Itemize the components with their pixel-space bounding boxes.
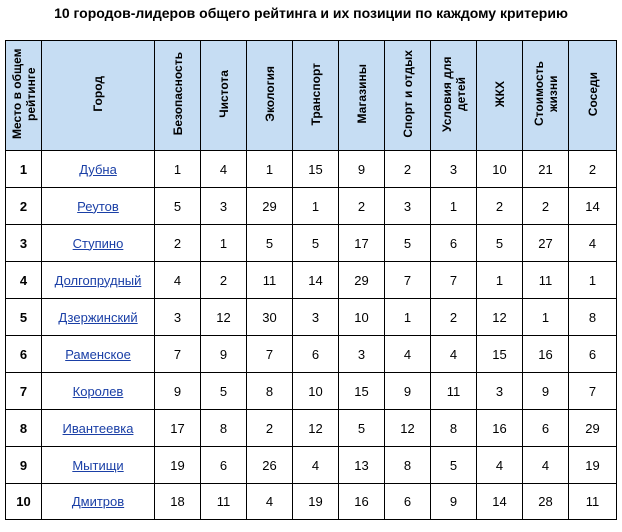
column-header-cleanliness bbox=[201, 41, 247, 151]
rank-cell: 29 bbox=[339, 262, 385, 299]
rank-cell: 5 bbox=[431, 447, 477, 484]
rank-cell: 4 bbox=[477, 447, 523, 484]
rank-cell: 1 bbox=[569, 262, 617, 299]
rank-cell: 4 bbox=[155, 262, 201, 299]
city-link[interactable]: Долгопрудный bbox=[54, 272, 142, 288]
rank-cell: 11 bbox=[523, 262, 569, 299]
city-cell bbox=[42, 262, 155, 299]
rank-cell: 16 bbox=[339, 484, 385, 520]
table-row bbox=[6, 447, 617, 484]
city-link[interactable]: Ступино bbox=[72, 235, 124, 251]
rank-cell: 17 bbox=[339, 225, 385, 262]
column-header-place bbox=[6, 41, 42, 151]
table-body bbox=[6, 151, 617, 520]
rank-cell: 18 bbox=[155, 484, 201, 520]
rank-cell: 3 bbox=[477, 373, 523, 410]
rank-cell: 4 bbox=[201, 151, 247, 188]
city-cell bbox=[42, 484, 155, 520]
column-header-label: Стоимость жизни bbox=[531, 61, 560, 127]
city-link[interactable]: Реутов bbox=[77, 198, 119, 214]
rank-cell: 1 bbox=[477, 262, 523, 299]
rank-cell: 9 bbox=[385, 373, 431, 410]
rank-cell: 12 bbox=[385, 410, 431, 447]
column-header-label: Безопасность bbox=[170, 52, 185, 136]
rank-cell: 1 bbox=[523, 299, 569, 336]
city-cell bbox=[42, 373, 155, 410]
rank-cell: 12 bbox=[293, 410, 339, 447]
column-header-label: Магазины bbox=[354, 64, 369, 124]
column-header-safety bbox=[155, 41, 201, 151]
rank-cell: 7 bbox=[385, 262, 431, 299]
table-row bbox=[6, 225, 617, 262]
place-cell: 9 bbox=[6, 447, 42, 484]
rank-cell: 15 bbox=[293, 151, 339, 188]
rank-cell: 13 bbox=[339, 447, 385, 484]
page-title: 10 городов-лидеров общего рейтинга и их позиции по каждому критерию bbox=[54, 5, 568, 21]
rank-cell: 6 bbox=[385, 484, 431, 520]
city-link[interactable]: Мытищи bbox=[72, 457, 124, 473]
rank-cell: 7 bbox=[155, 336, 201, 373]
rank-cell: 29 bbox=[569, 410, 617, 447]
rank-cell: 8 bbox=[385, 447, 431, 484]
rank-cell: 4 bbox=[523, 447, 569, 484]
rank-cell: 2 bbox=[201, 262, 247, 299]
place-cell: 10 bbox=[6, 484, 42, 520]
rank-cell: 14 bbox=[569, 188, 617, 225]
column-header-cost bbox=[523, 41, 569, 151]
rank-cell: 2 bbox=[523, 188, 569, 225]
rank-cell: 2 bbox=[155, 225, 201, 262]
rank-cell: 29 bbox=[247, 188, 293, 225]
rank-cell: 19 bbox=[155, 447, 201, 484]
rank-cell: 2 bbox=[431, 299, 477, 336]
rank-cell: 7 bbox=[431, 262, 477, 299]
city-link[interactable]: Дубна bbox=[79, 161, 117, 177]
rank-cell: 2 bbox=[339, 188, 385, 225]
rank-cell: 11 bbox=[201, 484, 247, 520]
rank-cell: 3 bbox=[293, 299, 339, 336]
column-header-children bbox=[431, 41, 477, 151]
city-cell bbox=[42, 336, 155, 373]
city-cell bbox=[42, 151, 155, 188]
table-row bbox=[6, 262, 617, 299]
column-header-ecology bbox=[247, 41, 293, 151]
rank-cell: 12 bbox=[201, 299, 247, 336]
table-row bbox=[6, 410, 617, 447]
rank-cell: 21 bbox=[523, 151, 569, 188]
rank-cell: 30 bbox=[247, 299, 293, 336]
place-cell: 1 bbox=[6, 151, 42, 188]
table-row bbox=[6, 151, 617, 188]
rank-cell: 2 bbox=[569, 151, 617, 188]
city-link[interactable]: Королев bbox=[72, 383, 124, 399]
column-header-label: Соседи bbox=[585, 71, 600, 117]
place-cell: 5 bbox=[6, 299, 42, 336]
rank-cell: 3 bbox=[201, 188, 247, 225]
rank-cell: 5 bbox=[247, 225, 293, 262]
rank-cell: 19 bbox=[293, 484, 339, 520]
rank-cell: 3 bbox=[431, 151, 477, 188]
rank-cell: 9 bbox=[523, 373, 569, 410]
rank-cell: 4 bbox=[569, 225, 617, 262]
rank-cell: 5 bbox=[293, 225, 339, 262]
rank-cell: 10 bbox=[293, 373, 339, 410]
city-cell bbox=[42, 225, 155, 262]
rank-cell: 10 bbox=[339, 299, 385, 336]
rank-cell: 11 bbox=[569, 484, 617, 520]
rank-cell: 1 bbox=[293, 188, 339, 225]
column-header-label: Чистота bbox=[216, 70, 231, 118]
rank-cell: 14 bbox=[293, 262, 339, 299]
rank-cell: 27 bbox=[523, 225, 569, 262]
table-row bbox=[6, 484, 617, 520]
rank-cell: 5 bbox=[155, 188, 201, 225]
rank-cell: 19 bbox=[569, 447, 617, 484]
city-cell bbox=[42, 447, 155, 484]
rank-cell: 8 bbox=[569, 299, 617, 336]
rank-cell: 6 bbox=[569, 336, 617, 373]
rank-cell: 5 bbox=[339, 410, 385, 447]
column-header-label: Транспорт bbox=[308, 62, 323, 126]
rank-cell: 7 bbox=[569, 373, 617, 410]
place-cell: 2 bbox=[6, 188, 42, 225]
rank-cell: 5 bbox=[477, 225, 523, 262]
column-header-label: Условия для детей bbox=[439, 56, 468, 132]
rank-cell: 6 bbox=[293, 336, 339, 373]
rank-cell: 2 bbox=[385, 151, 431, 188]
column-header-label: Спорт и отдых bbox=[400, 50, 415, 138]
rank-cell: 3 bbox=[339, 336, 385, 373]
rank-cell: 1 bbox=[155, 151, 201, 188]
rank-cell: 1 bbox=[201, 225, 247, 262]
rank-cell: 11 bbox=[431, 373, 477, 410]
column-header-sport bbox=[385, 41, 431, 151]
rank-cell: 17 bbox=[155, 410, 201, 447]
rank-cell: 2 bbox=[247, 410, 293, 447]
place-cell: 6 bbox=[6, 336, 42, 373]
table-row bbox=[6, 373, 617, 410]
rank-cell: 12 bbox=[477, 299, 523, 336]
rank-cell: 10 bbox=[477, 151, 523, 188]
table-row bbox=[6, 299, 617, 336]
rank-cell: 16 bbox=[523, 336, 569, 373]
rank-cell: 9 bbox=[201, 336, 247, 373]
rank-cell: 26 bbox=[247, 447, 293, 484]
rank-cell: 5 bbox=[201, 373, 247, 410]
column-header-neighbors bbox=[569, 41, 617, 151]
column-header-housing bbox=[477, 41, 523, 151]
rank-cell: 8 bbox=[247, 373, 293, 410]
rank-cell: 4 bbox=[431, 336, 477, 373]
rank-cell: 9 bbox=[431, 484, 477, 520]
city-link[interactable]: Дзержинский bbox=[58, 309, 138, 325]
place-cell: 3 bbox=[6, 225, 42, 262]
place-cell: 7 bbox=[6, 373, 42, 410]
rank-cell: 8 bbox=[431, 410, 477, 447]
column-header-transport bbox=[293, 41, 339, 151]
header-row bbox=[6, 41, 617, 151]
rank-cell: 1 bbox=[247, 151, 293, 188]
rank-cell: 6 bbox=[431, 225, 477, 262]
column-header-city bbox=[42, 41, 155, 151]
rank-cell: 4 bbox=[385, 336, 431, 373]
column-header-label: Место в общем рейтинге bbox=[9, 48, 38, 140]
rank-cell: 28 bbox=[523, 484, 569, 520]
rank-cell: 3 bbox=[385, 188, 431, 225]
rank-cell: 4 bbox=[293, 447, 339, 484]
rank-cell: 6 bbox=[201, 447, 247, 484]
city-link[interactable]: Раменское bbox=[65, 346, 131, 362]
rank-cell: 15 bbox=[339, 373, 385, 410]
city-cell bbox=[42, 299, 155, 336]
rank-cell: 11 bbox=[247, 262, 293, 299]
place-cell: 8 bbox=[6, 410, 42, 447]
rank-cell: 1 bbox=[385, 299, 431, 336]
city-link[interactable]: Ивантеевка bbox=[62, 420, 134, 436]
rank-cell: 2 bbox=[477, 188, 523, 225]
rank-cell: 16 bbox=[477, 410, 523, 447]
rank-cell: 5 bbox=[385, 225, 431, 262]
rank-cell: 4 bbox=[247, 484, 293, 520]
city-link[interactable]: Дмитров bbox=[71, 494, 125, 509]
rank-cell: 14 bbox=[477, 484, 523, 520]
rating-table bbox=[5, 40, 617, 520]
table-row bbox=[6, 188, 617, 225]
rank-cell: 7 bbox=[247, 336, 293, 373]
city-cell bbox=[42, 188, 155, 225]
column-header-label: Экология bbox=[262, 66, 277, 122]
rank-cell: 3 bbox=[155, 299, 201, 336]
column-header-label: ЖКХ bbox=[492, 80, 507, 108]
rank-cell: 1 bbox=[431, 188, 477, 225]
rank-cell: 9 bbox=[155, 373, 201, 410]
table-row bbox=[6, 336, 617, 373]
city-cell bbox=[42, 410, 155, 447]
column-header-shops bbox=[339, 41, 385, 151]
rank-cell: 15 bbox=[477, 336, 523, 373]
column-header-label: Город bbox=[91, 76, 105, 112]
rank-cell: 6 bbox=[523, 410, 569, 447]
rank-cell: 8 bbox=[201, 410, 247, 447]
rank-cell: 9 bbox=[339, 151, 385, 188]
place-cell: 4 bbox=[6, 262, 42, 299]
